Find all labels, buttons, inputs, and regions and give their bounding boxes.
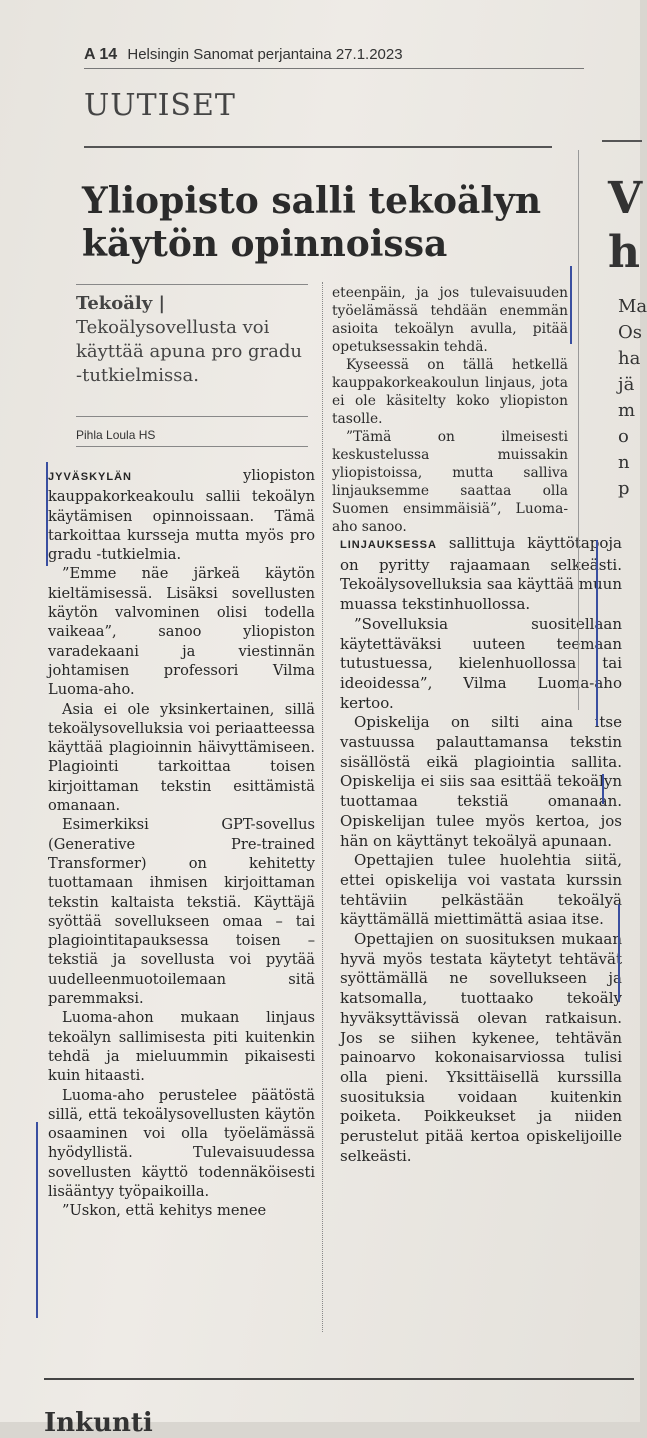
drop-caps: JYVÄSKYLÄN: [48, 471, 132, 483]
paragraph: ”Tämä on ilmeisesti keskustelussa muissakin yliopistoissa, mutta salliva linjauksemme saattaa olla Suomen ensimmäisiä”, Luoma-aho sanoo.: [332, 429, 568, 535]
paragraph: Kyseessä on tällä hetkellä kauppakorkeakoulun linjaus, jota ei ole käsitelty koko yliopiston tasolle.: [332, 357, 568, 427]
page-number: A 14: [84, 46, 118, 63]
adjacent-headline-2: h: [608, 227, 640, 278]
adjacent-line: Os: [618, 322, 642, 343]
article-column-2-top: [332, 284, 568, 536]
next-story-heading: Inkunti: [44, 1408, 153, 1438]
article-lead: [76, 292, 306, 388]
page-footer-rule: [44, 1378, 634, 1380]
adjacent-headline-1: V: [608, 173, 643, 224]
adjacent-article: [600, 140, 647, 700]
paragraph: Opettajien on suosituksen mukaan hyvä myös testata käytetyt tehtävät syöttämällä ne sovellukseen ja katsomalla, tuottaako tekoäly hyväksyttävissä olevan ratkaisun. Jos se siihen kykenee, tehtävän painoarvo kokonaisarviossa tulisi olla pieni. Yksittäisellä kurssilla suosituksia voidaan kuitenkin poiketa. Poikkeukset ja niiden perustelut pitää kertoa opiskelijoille selkeästi.: [340, 930, 622, 1165]
paragraph: Opettajien tulee huolehtia siitä, ettei opiskelija voi vastata kurssin tehtäviin pelkästään tekoälyä käyttämällä miettimättä asiaa itse.: [340, 851, 622, 929]
paper-date: Helsingin Sanomat perjantaina 27.1.2023: [127, 46, 403, 63]
article-headline: Yliopisto salli tekoälyn käytön opinnoissa: [82, 180, 542, 265]
paragraph: Luoma-ahon mukaan linjaus tekoälyn sallimisesta piti kuitenkin tehdä ja mieluummin pikaisesti kuin hitaasti.: [48, 1009, 315, 1085]
paragraph-text: yliopiston kauppakorkeakoulu sallii tekoälyn käytämisen opinnoissaan. Tämä tarkoittaa kursseja mutta myös pro gradu -tutkielmia.: [48, 467, 315, 564]
byline: Pihla Loula HS: [76, 428, 156, 442]
paragraph: [340, 534, 622, 615]
page-header: [84, 46, 584, 69]
paragraph: [48, 466, 315, 564]
paragraph: Opiskelija on silti aina itse vastuussa palauttamansa tekstin sisällöstä eikä plagiointia sallita. Opiskelija ei siis saa esittää tekoälyn tuottamaa tekstiä omanaan. Opiskelijan tulee myös kertoa, jos hän on käyttänyt tekoälyä apunaan.: [340, 713, 622, 850]
pen-mark: [570, 266, 572, 344]
adjacent-article-divider: [578, 150, 579, 710]
lead-rule-mid: [76, 416, 308, 417]
pen-mark: [36, 1122, 38, 1318]
lead-rule-bottom: [76, 446, 308, 447]
column-divider: [322, 282, 323, 1332]
adjacent-line: ha: [618, 348, 641, 369]
lead-text: Tekoälysovellusta voi käyttää apuna pro gradu -tutkielmissa.: [76, 317, 303, 386]
paragraph: Luoma-aho perustelee päätöstä sillä, että tekoälysovellusten käytön osaaminen voi olla työelämässä hyödyllistä. Tulevaisuudessa sovellusten käyttö todennäköisesti lisääntyy työpaikoilla.: [48, 1086, 315, 1200]
paragraph-text: sallittuja käyttötapoja on pyritty rajaamaan selkeästi. Tekoälysovelluksia saa käyttää muun muassa tekstinhuollossa.: [340, 534, 622, 614]
adjacent-line: p: [618, 478, 630, 499]
adjacent-line: Ma: [618, 296, 647, 317]
section-title: UUTISET: [84, 88, 236, 123]
pen-mark: [596, 540, 598, 726]
paragraph: ”Sovelluksia suositellaan käytettäväksi uuteen teemaan tutustuessa, kielenhuollossa tai ideoidessa”, Vilma Luoma-aho kertoo.: [340, 614, 622, 712]
article-column-1: [48, 466, 315, 1221]
paragraph: ”Emme näe järkeä käytön kieltämisessä. Lisäksi sovellusten käytön valvominen olisi todella vaikeaa”, sanoo yliopiston varadekaani ja viestinnän johtamisen professori Vilma Luoma-aho.: [48, 565, 315, 699]
adjacent-line: n: [618, 452, 630, 473]
adjacent-line: m: [618, 400, 636, 421]
adjacent-rule: [602, 140, 642, 142]
pen-mark: [46, 462, 48, 566]
pen-mark: [602, 774, 604, 804]
lead-kicker: Tekoäly |: [76, 293, 166, 314]
paragraph: Esimerkiksi GPT-sovellus (Generative Pre-trained Transformer) on kehitetty tuottamaan ihmisen kirjoittaman tekstin kaltaista tekstiä. Käyttäjä syöttää sovellukseen omaa – tai plagiointitapauksessa toisen – tekstiä ja sovellusta voi pyytää uudelleenmuotoilemaan sitä paremmaksi.: [48, 816, 315, 1008]
article-column-2: [340, 534, 622, 1167]
paragraph: Asia ei ole yksinkertainen, sillä tekoälysovelluksia voi periaatteessa käyttää plagioinnin häivyttämiseen. Plagiointi tarkoittaa toisen kirjoittaman tekstin esittämistä omanaan.: [48, 700, 315, 815]
adjacent-line: jä: [618, 374, 635, 395]
paragraph: eteenpäin, ja jos tulevaisuuden työelämässä tehdään enemmän asioita tekoälyn avulla, pitää opetuksessakin tehdä.: [332, 285, 568, 355]
section-rule: [84, 146, 552, 148]
paragraph: ”Uskon, että kehitys menee: [62, 1202, 267, 1220]
drop-caps: LINJAUKSESSA: [340, 539, 437, 551]
pen-mark: [618, 904, 620, 1002]
lead-rule-top: [76, 284, 308, 285]
adjacent-line: o: [618, 426, 629, 447]
